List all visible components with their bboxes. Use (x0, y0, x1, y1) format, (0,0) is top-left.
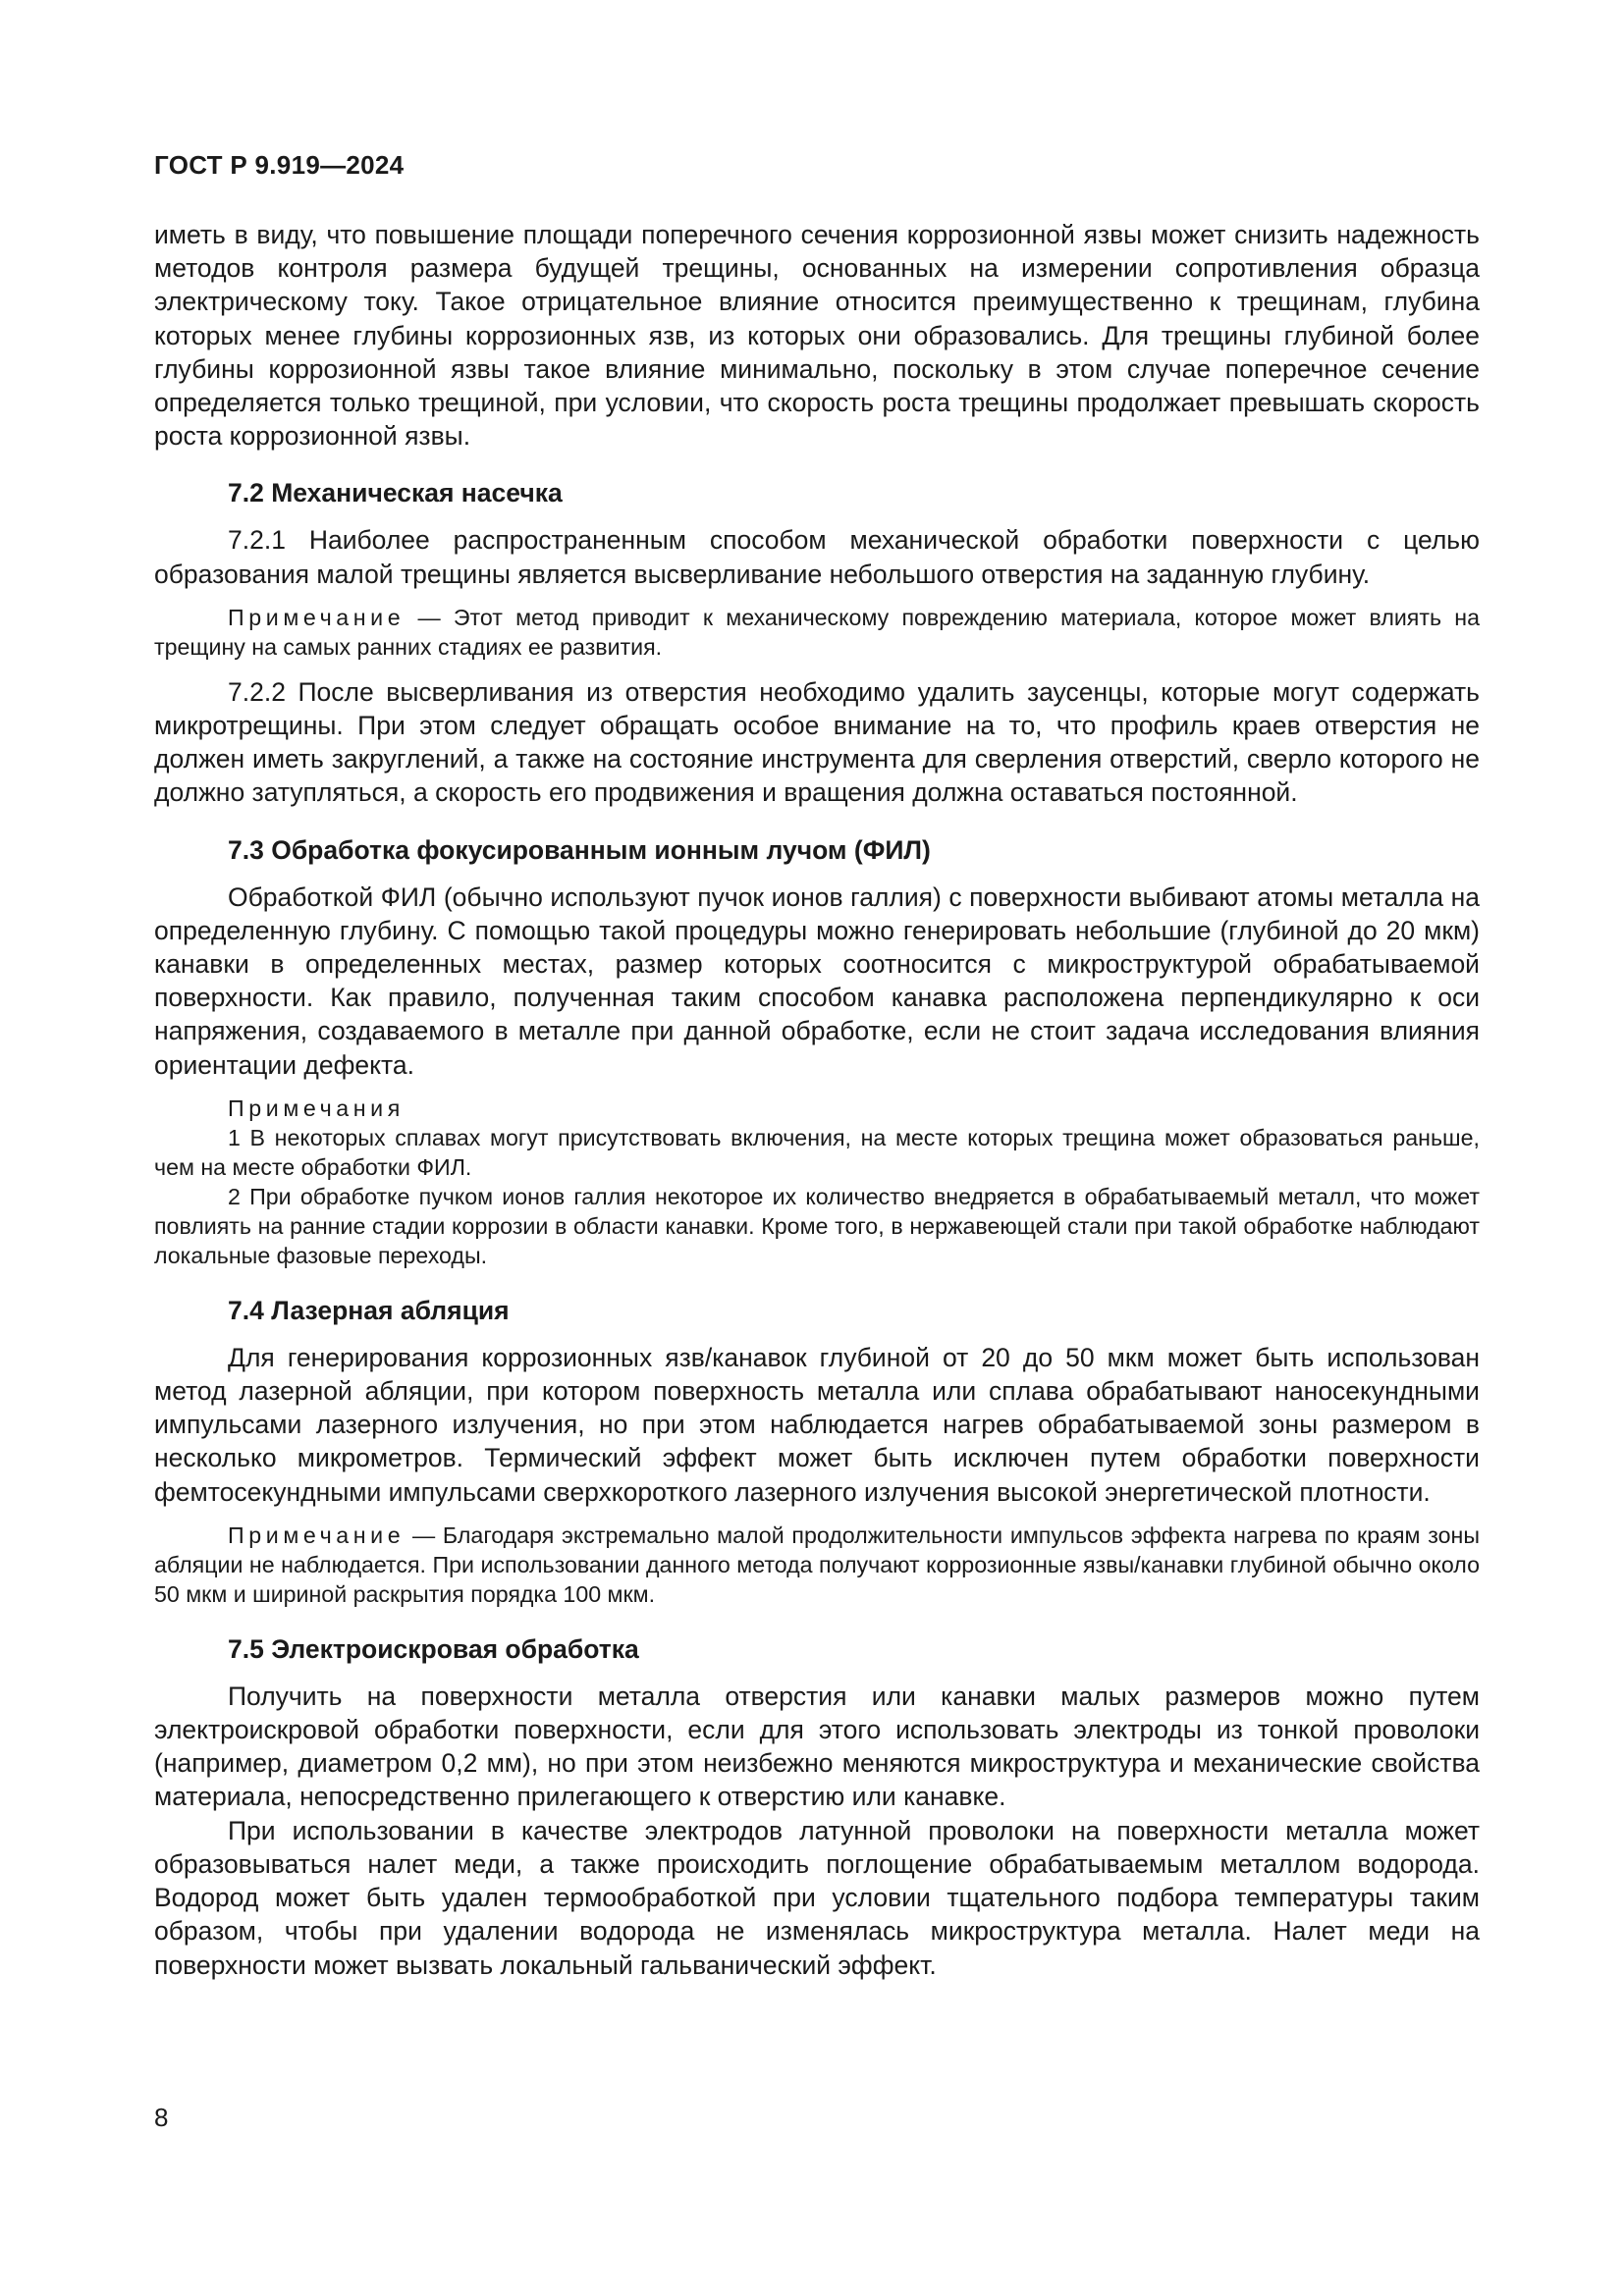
section-heading-7-5: 7.5 Электроискровая обработка (228, 1633, 639, 1664)
paragraph-7-4: Для генерирования коррозионных язв/канавок глубиной от 20 до 50 мкм может быть использован метод лазерной абляции, при котором поверхность металла или сплава обрабатывают наносекундными импульсами лазерного излучения, но при этом наблюдается нагрев обрабатываемой зоны размером в несколько микрометров. Термический эффект может быть исключен путем обработки поверхности фемтосекундными импульсами сверхкороткого лазерного излучения высокой энергетической плотности. (154, 1342, 1480, 1507)
note-7-3-2: 2 При обработке пучком ионов галлия некоторое их количество внедряется в обрабатываемый металл, что может повлиять на ранние стадии коррозии в области канавки. Кроме того, в нержавеющей стали при такой обработке наблюдают локальные фазовые переходы. (154, 1183, 1480, 1268)
note-7-2 (154, 603, 1480, 662)
note-label: Примечание (228, 604, 406, 630)
note-label: Примечание (228, 1522, 406, 1548)
paragraph-7-2-1: 7.2.1 Наиболее распространенным способом механической обработки поверхности с целью образования малой трещины является высверливание небольшого отверстия на заданную глубину. (154, 525, 1480, 589)
paragraph-7-5-2: При использовании в качестве электродов латунной проволоки на поверхности металла может образовываться налет меди, а также происходить поглощение обрабатываемым металлом водорода. Водород может быть удален термообработкой при условии тщательного подбора температуры таким образом, чтобы при удалении водорода не изменялась микроструктура металла. Налет меди на поверхности может вызвать локальный гальванический эффект. (154, 1815, 1480, 1980)
notes-label-7-3: Примечания (228, 1095, 405, 1121)
note-text: — Этот метод приводит к механическому повреждению материала, которое может влиять на трещину на самых ранних стадиях ее развития. (154, 604, 1480, 660)
paragraph-7-2-2: 7.2.2 После высверливания из отверстия необходимо удалить заусенцы, которые могут содержать микротрещины. При этом следует обращать особое внимание на то, что профиль краев отверстия не должен иметь закруглений, а также на состояние инструмента для сверления отверстий, сверло которого не должно затупляться, а скорость его продвижения и вращения должна оставаться постоянной. (154, 676, 1480, 808)
paragraph-7-5-1: Получить на поверхности металла отверстия или канавки малых размеров можно путем электроискровой обработки поверхности, если для этого использовать электроды из тонкой проволоки (например, диаметром 0,2 мм), но при этом неизбежно меняются микроструктура и механические свойства материала, непосредственно прилегающего к отверстию или канавке. (154, 1681, 1480, 1812)
section-heading-7-4: 7.4 Лазерная абляция (228, 1295, 510, 1325)
note-7-3-1: 1 В некоторых сплавах могут присутствовать включения, на месте которых трещина может образоваться раньше, чем на месте обработки ФИЛ. (154, 1124, 1480, 1180)
paragraph-7-3: Обработкой ФИЛ (обычно используют пучок ионов галлия) с поверхности выбивают атомы металла на определенную глубину. С помощью такой процедуры можно генерировать небольшие (глубиной до 20 мкм) канавки в определенных местах, размер которых соотносится с микроструктурой обрабатываемой поверхности. Как правило, полученная таким способом канавка расположена перпендикулярно к оси напряжения, создаваемого в металле при данной обработке, если не стоит задача исследования влияния ориентации дефекта. (154, 881, 1480, 1080)
note-7-4 (154, 1521, 1480, 1609)
section-heading-7-2: 7.2 Механическая насечка (228, 478, 563, 508)
intro-paragraph: иметь в виду, что повышение площади поперечного сечения коррозионной язвы может снизить надежность методов контроля размера будущей трещины, основанных на измерении сопротивления образца электрическому току. Такое отрицательное влияние относится преимущественно к трещинам, глубина которых менее глубины коррозионных язв, из которых они образовались. Для трещины глубиной более глубины коррозионной язвы такое влияние минимально, поскольку в этом случае поперечное сечение определяется только трещиной, при условии, что скорость роста трещины продолжает превышать скорость роста коррозионной язвы. (154, 220, 1480, 452)
document-header: ГОСТ Р 9.919—2024 (154, 150, 405, 180)
note-text: — Благодаря экстремально малой продолжительности импульсов эффекта нагрева по краям зоны абляции не наблюдается. При использовании данного метода получают коррозионные язвы/канавки глубиной обычно около 50 мкм и шириной раскрытия порядка 100 мкм. (154, 1522, 1480, 1607)
section-heading-7-3: 7.3 Обработка фокусированным ионным лучом (ФИЛ) (228, 834, 931, 865)
page-number: 8 (154, 2103, 169, 2132)
document-body (154, 218, 1480, 1982)
